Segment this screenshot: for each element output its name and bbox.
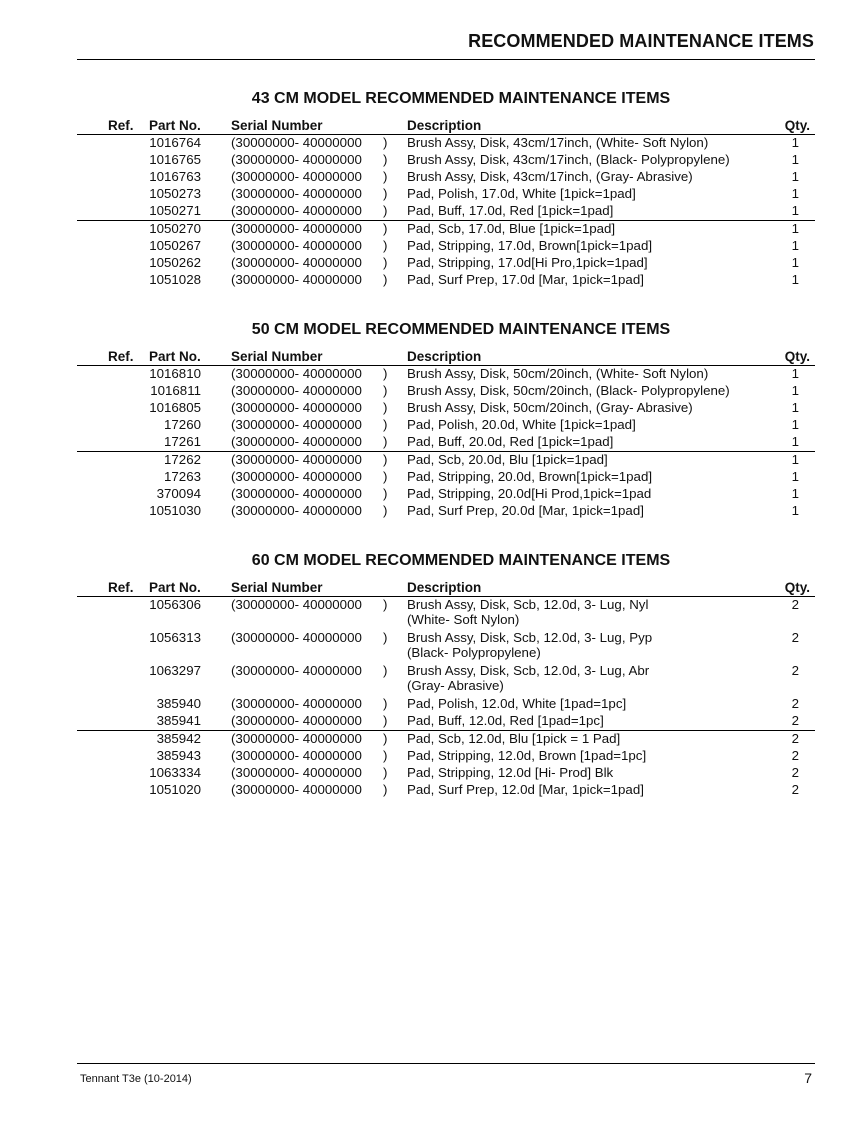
parts-table <box>77 366 815 520</box>
quantity: 2 <box>791 630 799 645</box>
description: Brush Assy, Disk, 50cm/20inch, (Gray- Abrasive) <box>407 400 693 415</box>
quantity: 1 <box>791 255 799 270</box>
serial-close: ) <box>383 383 388 398</box>
description: Pad, Buff, 12.0d, Red [1pad=1pc] <box>407 713 604 728</box>
serial-close: ) <box>383 713 388 728</box>
description: Pad, Stripping, 20.0d, Brown[1pick=1pad] <box>407 469 653 484</box>
section-50cm <box>77 319 815 520</box>
col-description: Description <box>407 118 482 133</box>
part-number: 1051020 <box>149 782 201 797</box>
part-number: 1050270 <box>149 221 201 236</box>
serial-close: ) <box>383 597 388 612</box>
quantity: 1 <box>791 383 799 398</box>
quantity: 2 <box>791 765 799 780</box>
description: Pad, Scb, 20.0d, Blu [1pick=1pad] <box>407 452 608 467</box>
description: Brush Assy, Disk, 43cm/17inch, (Black- Polypropylene) <box>407 152 730 167</box>
part-number: 17261 <box>164 434 201 449</box>
serial-close: ) <box>383 469 388 484</box>
serial-range: (30000000- 40000000 <box>231 186 362 201</box>
serial-range: (30000000- 40000000 <box>231 713 362 728</box>
serial-close: ) <box>383 272 388 287</box>
serial-range: (30000000- 40000000 <box>231 417 362 432</box>
description: Brush Assy, Disk, 43cm/17inch, (Gray- Abrasive) <box>407 169 693 184</box>
serial-close: ) <box>383 152 388 167</box>
quantity: 1 <box>791 366 799 381</box>
description: Pad, Surf Prep, 17.0d [Mar, 1pick=1pad] <box>407 272 644 287</box>
quantity: 2 <box>791 731 799 746</box>
quantity: 1 <box>791 169 799 184</box>
table-row <box>77 383 815 400</box>
serial-close: ) <box>383 486 388 501</box>
part-number: 17260 <box>164 417 201 432</box>
serial-range: (30000000- 40000000 <box>231 203 362 218</box>
column-header-row <box>77 348 815 366</box>
section-43cm <box>77 88 815 289</box>
table-row <box>77 221 815 238</box>
serial-close: ) <box>383 221 388 236</box>
part-number: 1016764 <box>149 135 201 150</box>
quantity: 1 <box>791 503 799 518</box>
col-part-no: Part No. <box>149 580 201 595</box>
part-number: 1050271 <box>149 203 201 218</box>
serial-range: (30000000- 40000000 <box>231 272 362 287</box>
part-number: 385942 <box>156 731 201 746</box>
quantity: 1 <box>791 186 799 201</box>
serial-range: (30000000- 40000000 <box>231 731 362 746</box>
serial-range: (30000000- 40000000 <box>231 469 362 484</box>
table-row <box>77 469 815 486</box>
part-number: 1063334 <box>149 765 201 780</box>
table-row <box>77 503 815 520</box>
description-continued: (Gray- Abrasive) <box>407 678 504 693</box>
serial-close: ) <box>383 255 388 270</box>
table-row <box>77 696 815 713</box>
serial-range: (30000000- 40000000 <box>231 486 362 501</box>
part-number: 1016765 <box>149 152 201 167</box>
quantity: 1 <box>791 152 799 167</box>
serial-range: (30000000- 40000000 <box>231 238 362 253</box>
description: Brush Assy, Disk, Scb, 12.0d, 3- Lug, Pyp <box>407 630 653 645</box>
footer-divider <box>77 1063 815 1064</box>
part-number: 1051030 <box>149 503 201 518</box>
part-number: 1016811 <box>150 383 201 398</box>
description: Pad, Buff, 20.0d, Red [1pick=1pad] <box>407 434 614 449</box>
parts-table <box>77 597 815 799</box>
description: Pad, Stripping, 12.0d, Brown [1pad=1pc] <box>407 748 647 763</box>
serial-close: ) <box>383 135 388 150</box>
column-header-row <box>77 579 815 597</box>
table-row <box>77 630 815 663</box>
serial-close: ) <box>383 452 388 467</box>
table-row <box>77 366 815 383</box>
serial-range: (30000000- 40000000 <box>231 135 362 150</box>
part-number: 385941 <box>156 713 201 728</box>
table-row <box>77 765 815 782</box>
serial-range: (30000000- 40000000 <box>231 597 362 612</box>
col-ref: Ref. <box>108 118 134 133</box>
quantity: 1 <box>791 135 799 150</box>
table-row <box>77 452 815 469</box>
serial-close: ) <box>383 765 388 780</box>
serial-close: ) <box>383 630 388 645</box>
page-number: 7 <box>804 1070 812 1086</box>
table-row <box>77 400 815 417</box>
table-row <box>77 597 815 630</box>
col-ref: Ref. <box>108 349 134 364</box>
quantity: 2 <box>791 663 799 678</box>
part-number: 1056313 <box>149 630 201 645</box>
col-part-no: Part No. <box>149 118 201 133</box>
quantity: 2 <box>791 597 799 612</box>
part-number: 1056306 <box>149 597 201 612</box>
quantity: 2 <box>791 782 799 797</box>
description: Pad, Scb, 17.0d, Blue [1pick=1pad] <box>407 221 616 236</box>
table-row <box>77 713 815 731</box>
serial-close: ) <box>383 696 388 711</box>
quantity: 2 <box>791 713 799 728</box>
description: Brush Assy, Disk, Scb, 12.0d, 3- Lug, Abr <box>407 663 650 678</box>
description: Pad, Stripping, 17.0d, Brown[1pick=1pad] <box>407 238 653 253</box>
description-continued: (Black- Polypropylene) <box>407 645 541 660</box>
serial-close: ) <box>383 400 388 415</box>
description: Pad, Surf Prep, 20.0d [Mar, 1pick=1pad] <box>407 503 644 518</box>
serial-close: ) <box>383 731 388 746</box>
serial-close: ) <box>383 203 388 218</box>
quantity: 1 <box>791 221 799 236</box>
serial-close: ) <box>383 503 388 518</box>
part-number: 385940 <box>156 696 201 711</box>
col-serial-number: Serial Number <box>231 118 323 133</box>
page-title: RECOMMENDED MAINTENANCE ITEMS <box>468 31 814 51</box>
part-number: 1016805 <box>149 400 201 415</box>
serial-range: (30000000- 40000000 <box>231 630 362 645</box>
serial-range: (30000000- 40000000 <box>231 434 362 449</box>
part-number: 1050267 <box>149 238 201 253</box>
serial-close: ) <box>383 663 388 678</box>
description: Pad, Stripping, 17.0d[Hi Pro,1pick=1pad] <box>407 255 648 270</box>
description-continued: (White- Soft Nylon) <box>407 612 520 627</box>
description: Pad, Polish, 17.0d, White [1pick=1pad] <box>407 186 636 201</box>
table-row <box>77 748 815 765</box>
table-row <box>77 152 815 169</box>
description: Pad, Scb, 12.0d, Blu [1pick = 1 Pad] <box>407 731 621 746</box>
description: Pad, Stripping, 12.0d [Hi- Prod] Blk <box>407 765 614 780</box>
col-qty: Qty. <box>784 580 810 595</box>
serial-range: (30000000- 40000000 <box>231 765 362 780</box>
serial-close: ) <box>383 366 388 381</box>
serial-range: (30000000- 40000000 <box>231 255 362 270</box>
serial-close: ) <box>383 238 388 253</box>
parts-table <box>77 135 815 289</box>
col-serial-number: Serial Number <box>231 349 323 364</box>
col-qty: Qty. <box>784 349 810 364</box>
table-row <box>77 272 815 289</box>
part-number: 1051028 <box>149 272 201 287</box>
table-row <box>77 135 815 152</box>
quantity: 1 <box>791 486 799 501</box>
serial-close: ) <box>383 186 388 201</box>
col-ref: Ref. <box>108 580 134 595</box>
description: Pad, Polish, 12.0d, White [1pad=1pc] <box>407 696 627 711</box>
description: Brush Assy, Disk, 43cm/17inch, (White- Soft Nylon) <box>407 135 709 150</box>
section-60cm <box>77 550 815 799</box>
serial-range: (30000000- 40000000 <box>231 452 362 467</box>
quantity: 1 <box>791 452 799 467</box>
table-row <box>77 782 815 799</box>
serial-range: (30000000- 40000000 <box>231 400 362 415</box>
quantity: 1 <box>791 238 799 253</box>
col-serial-number: Serial Number <box>231 580 323 595</box>
description: Pad, Buff, 17.0d, Red [1pick=1pad] <box>407 203 614 218</box>
quantity: 2 <box>791 696 799 711</box>
quantity: 2 <box>791 748 799 763</box>
quantity: 1 <box>791 434 799 449</box>
table-row <box>77 731 815 748</box>
description: Pad, Polish, 20.0d, White [1pick=1pad] <box>407 417 636 432</box>
table-row <box>77 255 815 272</box>
serial-range: (30000000- 40000000 <box>231 366 362 381</box>
table-row <box>77 203 815 221</box>
serial-close: ) <box>383 782 388 797</box>
part-number: 1016810 <box>149 366 201 381</box>
table-row <box>77 238 815 255</box>
serial-close: ) <box>383 748 388 763</box>
part-number: 370094 <box>156 486 201 501</box>
serial-range: (30000000- 40000000 <box>231 748 362 763</box>
quantity: 1 <box>791 469 799 484</box>
serial-range: (30000000- 40000000 <box>231 169 362 184</box>
column-header-row <box>77 117 815 135</box>
col-description: Description <box>407 580 482 595</box>
col-qty: Qty. <box>784 118 810 133</box>
part-number: 1050262 <box>149 255 201 270</box>
section-title: 43 CM MODEL RECOMMENDED MAINTENANCE ITEMS <box>251 90 671 107</box>
table-row <box>77 434 815 452</box>
table-row <box>77 486 815 503</box>
section-title: 60 CM MODEL RECOMMENDED MAINTENANCE ITEMS <box>251 552 671 569</box>
quantity: 1 <box>791 203 799 218</box>
description: Brush Assy, Disk, 50cm/20inch, (Black- Polypropylene) <box>407 383 730 398</box>
part-number: 17263 <box>164 469 201 484</box>
table-row <box>77 169 815 186</box>
quantity: 1 <box>791 400 799 415</box>
footer-document-id: Tennant T3e (10-2014) <box>80 1073 192 1085</box>
serial-range: (30000000- 40000000 <box>231 782 362 797</box>
serial-range: (30000000- 40000000 <box>231 221 362 236</box>
table-row <box>77 663 815 696</box>
serial-range: (30000000- 40000000 <box>231 663 362 678</box>
serial-range: (30000000- 40000000 <box>231 696 362 711</box>
serial-range: (30000000- 40000000 <box>231 503 362 518</box>
part-number: 385943 <box>156 748 201 763</box>
col-part-no: Part No. <box>149 349 201 364</box>
description: Brush Assy, Disk, 50cm/20inch, (White- Soft Nylon) <box>407 366 709 381</box>
serial-range: (30000000- 40000000 <box>231 152 362 167</box>
description: Pad, Surf Prep, 12.0d [Mar, 1pick=1pad] <box>407 782 644 797</box>
serial-close: ) <box>383 417 388 432</box>
table-row <box>77 186 815 203</box>
quantity: 1 <box>791 417 799 432</box>
part-number: 1050273 <box>149 186 201 201</box>
quantity: 1 <box>791 272 799 287</box>
section-title: 50 CM MODEL RECOMMENDED MAINTENANCE ITEMS <box>251 321 671 338</box>
table-row <box>77 417 815 434</box>
serial-close: ) <box>383 169 388 184</box>
part-number: 1016763 <box>149 169 201 184</box>
part-number: 17262 <box>164 452 201 467</box>
serial-close: ) <box>383 434 388 449</box>
description: Pad, Stripping, 20.0d[Hi Prod,1pick=1pad <box>407 486 652 501</box>
header-divider <box>77 59 815 60</box>
description: Brush Assy, Disk, Scb, 12.0d, 3- Lug, Nyl <box>407 597 649 612</box>
part-number: 1063297 <box>149 663 201 678</box>
serial-range: (30000000- 40000000 <box>231 383 362 398</box>
col-description: Description <box>407 349 482 364</box>
